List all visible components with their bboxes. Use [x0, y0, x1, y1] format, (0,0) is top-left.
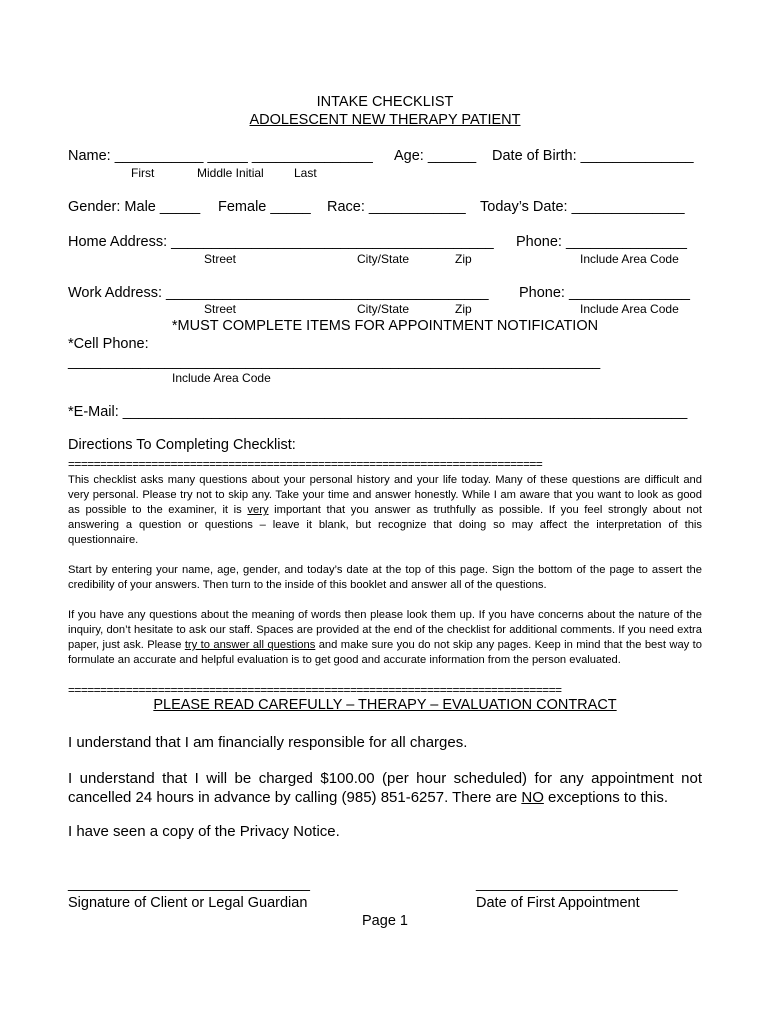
email-field[interactable]: *E-Mail: ______________________________________________________________________	[68, 404, 688, 420]
todays-date-field[interactable]: Today’s Date: ______________	[480, 199, 685, 215]
directions-heading: Directions To Completing Checklist:	[68, 437, 296, 453]
name-sub-first: First	[131, 166, 155, 180]
gender-female-field[interactable]: Female _____	[218, 199, 311, 215]
home-address-field[interactable]: Home Address: ________________________________________	[68, 234, 494, 250]
signature-label: Signature of Client or Legal Guardian	[68, 895, 308, 911]
home-sub-zip: Zip	[455, 252, 472, 266]
contract-statement-financial: I understand that I am financially responsible for all charges.	[68, 734, 468, 751]
directions-paragraph-3: If you have any questions about the meaning of words then please look them up. If you have concerns about the nature of the inquiry, don’t hesitate to ask our staff. Spaces are provided at the end of the checklist for additional comments. If you need extra paper, just ask. Please try to answer all questions and make sure you do not skip any pages. Keep in mind that the best way to formulate an accurate and helpful evaluation is to get good and accurate information from the person evaluated.	[68, 609, 702, 666]
emphasis-very: very	[247, 504, 269, 516]
race-field[interactable]: Race: ____________	[327, 199, 466, 215]
contract-statement-cancellation: I understand that I will be charged $100.00 (per hour scheduled) for any appointment not cancelled 24 hours in advance by calling (985) 851-6257. There are NO exceptions to this.	[68, 770, 702, 806]
form-title: INTAKE CHECKLIST	[316, 94, 454, 110]
first-appointment-date-line[interactable]: _________________________	[476, 876, 678, 892]
home-sub-street: Street	[204, 252, 237, 266]
form-subtitle: ADOLESCENT NEW THERAPY PATIENT	[249, 112, 521, 128]
gender-male-field[interactable]: Gender: Male _____	[68, 199, 201, 215]
age-field[interactable]: Age: ______	[394, 148, 477, 164]
home-sub-city: City/State	[357, 252, 410, 266]
contract-statement-privacy: I have seen a copy of the Privacy Notice.	[68, 823, 340, 840]
directions-paragraph-2: Start by entering your name, age, gender, and today’s date at the top of this page. Sign the bottom of the page to assert the credibility of your answers. Then turn to the inside of this booklet and answer all of the questions.	[68, 564, 702, 591]
signature-line[interactable]: ______________________________	[68, 876, 310, 892]
cell-sub-area-code: Include Area Code	[172, 371, 271, 385]
emphasis-answer-all: try to answer all questions	[184, 639, 316, 651]
work-phone-field[interactable]: Phone: _______________	[519, 285, 690, 301]
cell-phone-field[interactable]: __________________________________________________________________	[68, 354, 601, 370]
date-of-birth-field[interactable]: Date of Birth: ______________	[492, 148, 694, 164]
work-address-field[interactable]: Work Address: ________________________________________	[68, 285, 489, 301]
name-sub-last: Last	[294, 166, 317, 180]
cell-phone-label: *Cell Phone:	[68, 336, 149, 352]
name-sub-middle: Middle Initial	[197, 166, 264, 180]
work-sub-city: City/State	[357, 302, 410, 316]
name-field[interactable]: Name: ___________ _____ _______________	[68, 148, 373, 164]
work-sub-street: Street	[204, 302, 237, 316]
separator-top: ==========================================================================	[68, 457, 543, 471]
contract-heading: PLEASE READ CAREFULLY – THERAPY – EVALUATION CONTRACT	[153, 697, 617, 713]
home-sub-area-code: Include Area Code	[580, 252, 679, 266]
home-phone-field[interactable]: Phone: _______________	[516, 234, 687, 250]
directions-paragraph-1: This checklist asks many questions about your personal history and your life today. Many of these questions are difficult and very personal. Please try not to skip any. Take your time and answer honestly. While I am aware that you want to look as good as possible to the examiner, it is very important that you answer as truthfully as possible. If you feel strongly about not answering a question or questions – leave it blank, but recognize that doing so may affect the interpretation of this questionnaire.	[68, 474, 702, 546]
page-number: Page 1	[362, 913, 408, 929]
notification-heading: *MUST COMPLETE ITEMS FOR APPOINTMENT NOTIFICATION	[171, 318, 599, 334]
separator-bottom: =============================================================================	[68, 683, 562, 697]
first-appointment-date-label: Date of First Appointment	[476, 895, 640, 911]
work-sub-zip: Zip	[455, 302, 472, 316]
emphasis-no: NO	[521, 789, 544, 806]
work-sub-area-code: Include Area Code	[580, 302, 679, 316]
